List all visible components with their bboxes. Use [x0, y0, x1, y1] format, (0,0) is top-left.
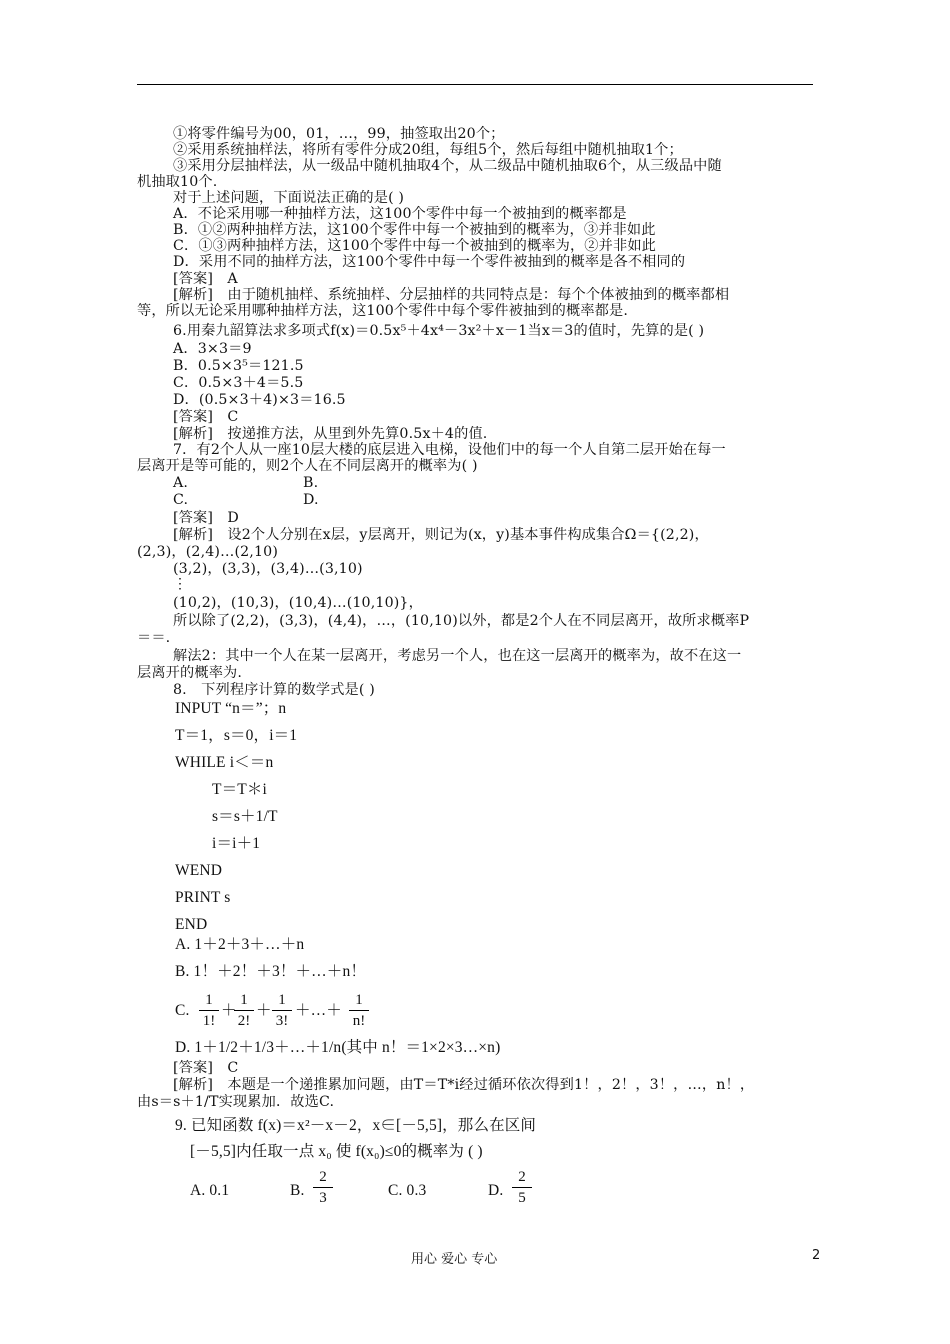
- question-7: 7．有2个人从一座10层大楼的底层进入电梯，设他们中的每一个人自第二层开始在每一: [173, 442, 726, 458]
- option-a: A．3×3＝9: [173, 341, 252, 357]
- text-line: 对于上述问题，下面说法正确的是( ): [173, 190, 405, 206]
- text-line: ②采用系统抽样法，将所有零件分成20组，每组5个，然后每组中随机抽取1个；: [173, 142, 683, 158]
- option-b: B. 1！＋2！＋3！＋…＋n！: [175, 963, 366, 980]
- analysis: 所以除了(2,2)，(3,3)，(4,4)，…，(10,10)以外，都是2个人在不同层离开，故所求概率P: [173, 613, 750, 629]
- analysis: ＝＝.: [137, 630, 171, 646]
- method-2: 层离开的概率为.: [137, 665, 243, 681]
- option-b: B.: [303, 475, 319, 491]
- denominator: 5: [518, 1190, 526, 1206]
- plus-dots: ＋…＋: [295, 1002, 342, 1019]
- answer: [答案] C: [173, 1060, 239, 1076]
- program-line: s＝s＋1/T: [212, 808, 278, 825]
- option-c: C．0.5×3＋4＝5.5: [173, 375, 304, 391]
- text-line: ③采用分层抽样法，从一级品中随机抽取4个，从二级品中随机抽取6个，从三级品中随: [173, 158, 722, 174]
- set-row: (3,2)，(3,3)，(3,4)…(3,10): [173, 561, 363, 577]
- option-b: B．①②两种抽样方法，这100个零件中每一个被抽到的概率为，③并非如此: [173, 222, 656, 238]
- analysis: [解析] 本题是一个递推累加问题，由T＝T*i经过循环依次得到1！，2！，3！，…，n！，: [173, 1077, 755, 1093]
- option-d: D．(0.5×3＋4)×3＝16.5: [173, 392, 346, 408]
- denominator: 2!: [237, 1013, 251, 1029]
- question-9-line: [－5,5]内任取一点 x₀ 使 f(x₀)≤0的概率为 ( ): [190, 1143, 483, 1160]
- fraction: [234, 991, 254, 1030]
- numerator: 2: [319, 1169, 327, 1185]
- header-rule: [137, 84, 813, 85]
- option-b-label: B.: [290, 1182, 305, 1199]
- text-line: 机抽取10个.: [137, 174, 218, 190]
- numerator: 1: [355, 992, 363, 1008]
- text-line: ①将零件编号为00，01，…，99，抽签取出20个；: [173, 126, 505, 142]
- vertical-ellipsis: ⋮: [173, 576, 188, 592]
- option-a: A．不论采用哪一种抽样方法，这100个零件中每一个被抽到的概率都是: [173, 206, 627, 222]
- answer: [答案] D: [173, 510, 239, 526]
- option-d-label: D.: [488, 1182, 504, 1199]
- program-line: T＝T＊i: [212, 781, 267, 798]
- fraction: [313, 1168, 333, 1207]
- method-2: 解法2：其中一个人在某一层离开，考虑另一个人，也在这一层离开的概率为，故不在这一: [173, 648, 742, 664]
- numerator: 1: [278, 992, 286, 1008]
- denominator: 3!: [275, 1013, 289, 1029]
- program-line: PRINT s: [175, 889, 231, 906]
- program-line: INPUT “n＝”；n: [175, 700, 287, 717]
- option-d: D.: [303, 492, 319, 508]
- numerator: 1: [205, 992, 213, 1008]
- numerator: 2: [518, 1169, 526, 1185]
- option-c-label: C.: [175, 1002, 190, 1019]
- fraction: [272, 991, 292, 1030]
- option-c: C. 0.3: [388, 1182, 427, 1199]
- option-a: A. 0.1: [190, 1182, 230, 1199]
- set-row: (10,2)，(10,3)，(10,4)…(10,10)}，: [173, 595, 423, 611]
- page-footer: 用心 爱心 专心: [411, 1252, 498, 1267]
- program-line: WEND: [175, 862, 223, 879]
- plus-sign: ＋: [256, 1002, 272, 1019]
- plus-sign: ＋: [221, 1002, 237, 1019]
- analysis: [解析] 设2个人分别在x层，y层离开，则记为(x，y)基本事件构成集合Ω＝{(2,2)，: [173, 527, 709, 543]
- analysis: 由s＝s＋1/T实现累加．故选C.: [137, 1094, 335, 1110]
- option-c: C.: [173, 492, 189, 508]
- question-8: 8. 下列程序计算的数学式是( ): [173, 682, 375, 698]
- option-d: D．采用不同的抽样方法，这100个零件中每一个零件被抽到的概率是各不相同的: [173, 254, 686, 270]
- analysis: [解析] 由于随机抽样、系统抽样、分层抽样的共同特点是：每个个体被抽到的概率都相: [173, 287, 730, 303]
- option-a: A. 1＋2＋3＋…＋n: [175, 936, 305, 953]
- denominator: 3: [319, 1190, 327, 1206]
- numerator: 1: [240, 992, 248, 1008]
- analysis: 等，所以无论采用哪种抽样方法，这100个零件中每个零件被抽到的概率都是.: [137, 303, 628, 319]
- answer: [答案] A: [173, 271, 238, 287]
- option-c: C．①③两种抽样方法，这100个零件中每一个被抽到的概率为，②并非如此: [173, 238, 656, 254]
- program-line: END: [175, 916, 208, 933]
- page-number: 2: [812, 1248, 821, 1263]
- program-line: WHILE i＜＝n: [175, 754, 274, 771]
- denominator: 1!: [202, 1013, 216, 1029]
- option-b: B．0.5×3⁵＝121.5: [173, 358, 304, 374]
- set-row: (2,3)，(2,4)…(2,10): [137, 544, 279, 560]
- question-7: 层离开是等可能的，则2个人在不同层离开的概率为( ): [137, 458, 478, 474]
- option-a: A.: [173, 475, 189, 491]
- answer: [答案] C: [173, 409, 239, 425]
- question-9-line: 9. 已知函数 f(x)＝x²－x－2，x∈[－5,5]，那么在区间: [175, 1117, 537, 1134]
- fraction: [512, 1168, 532, 1207]
- analysis: [解析] 按递推方法，从里到外先算0.5x＋4的值.: [173, 426, 488, 442]
- question-6: 6.用秦九韶算法求多项式f(x)＝0.5x⁵＋4x⁴－3x²＋x－1当x＝3的值时，先算的是( ): [173, 323, 705, 339]
- program-line: T＝1，s＝0，i＝1: [175, 727, 298, 744]
- fraction: [349, 991, 369, 1030]
- program-line: i＝i＋1: [212, 835, 261, 852]
- fraction: [199, 991, 219, 1030]
- option-d: D. 1＋1/2＋1/3＋…＋1/n(其中 n！＝1×2×3…×n): [175, 1039, 501, 1056]
- denominator: n!: [352, 1013, 366, 1029]
